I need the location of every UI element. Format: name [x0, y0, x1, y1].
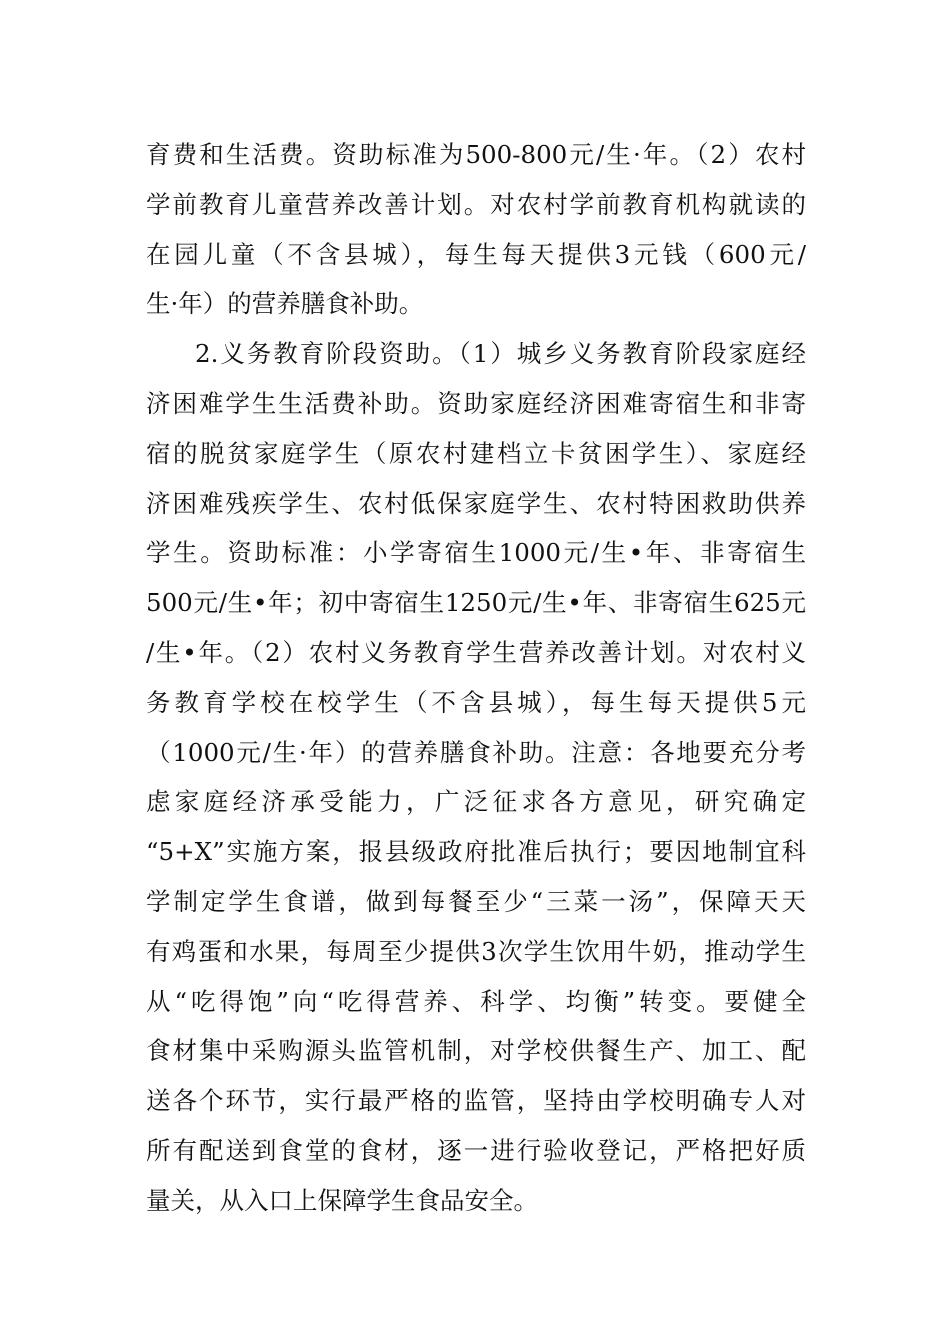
text-line: 2.义务教育阶段资助。（1）城乡义务教育阶段家庭经 [195, 339, 806, 369]
text-line: 量关，从入口上保障学生食品安全。 [146, 1185, 538, 1215]
text-line: 从“吃得饱”向“吃得营养、科学、均衡”转变。要健全 [146, 986, 806, 1016]
text-line: 学制定学生食谱，做到每餐至少“三菜一汤”，保障天天 [146, 886, 806, 916]
text-line: 送各个环节，实行最严格的监管，坚持由学校明确专人对 [146, 1086, 806, 1116]
text-line: 宿的脱贫家庭学生（原农村建档立卡贫困学生）、家庭经 [146, 438, 806, 468]
text-line: 虑家庭经济承受能力，广泛征求各方意见，研究确定 [146, 787, 806, 817]
body-text [146, 130, 806, 1226]
text-line: 学前教育儿童营养改善计划。对农村学前教育机构就读的 [146, 189, 806, 219]
text-line: 所有配送到食堂的食材，逐一进行验收登记，严格把好质 [146, 1135, 806, 1165]
text-line: 食材集中采购源头监管机制，对学校供餐生产、加工、配 [146, 1036, 806, 1066]
text-line: 在园儿童（不含县城），每生每天提供3元钱（600元/ [146, 239, 806, 269]
text-line: 有鸡蛋和水果，每周至少提供3次学生饮用牛奶，推动学生 [146, 936, 806, 966]
text-line: （1000元/生·年）的营养膳食补助。注意：各地要充分考 [146, 737, 806, 767]
text-line: 500元/生•年；初中寄宿生1250元/生•年、非寄宿生625元 [146, 588, 806, 618]
text-line: 育费和生活费。资助标准为500-800元/生·年。（2）农村 [146, 140, 806, 169]
text-line: 济困难学生生活费补助。资助家庭经济困难寄宿生和非寄 [146, 388, 806, 418]
text-line: /生•年。（2）农村义务教育学生营养改善计划。对农村义 [146, 637, 806, 667]
text-line: 济困难残疾学生、农村低保家庭学生、农村特困救助供养 [146, 488, 806, 518]
text-line: “5+X”实施方案，报县级政府批准后执行；要因地制宜科 [146, 837, 806, 867]
text-line: 生·年）的营养膳食补助。 [146, 289, 424, 319]
text-line: 务教育学校在校学生（不含县城），每生每天提供5元 [146, 687, 806, 717]
text-line: 学生。资助标准：小学寄宿生1000元/生•年、非寄宿生 [146, 538, 806, 568]
